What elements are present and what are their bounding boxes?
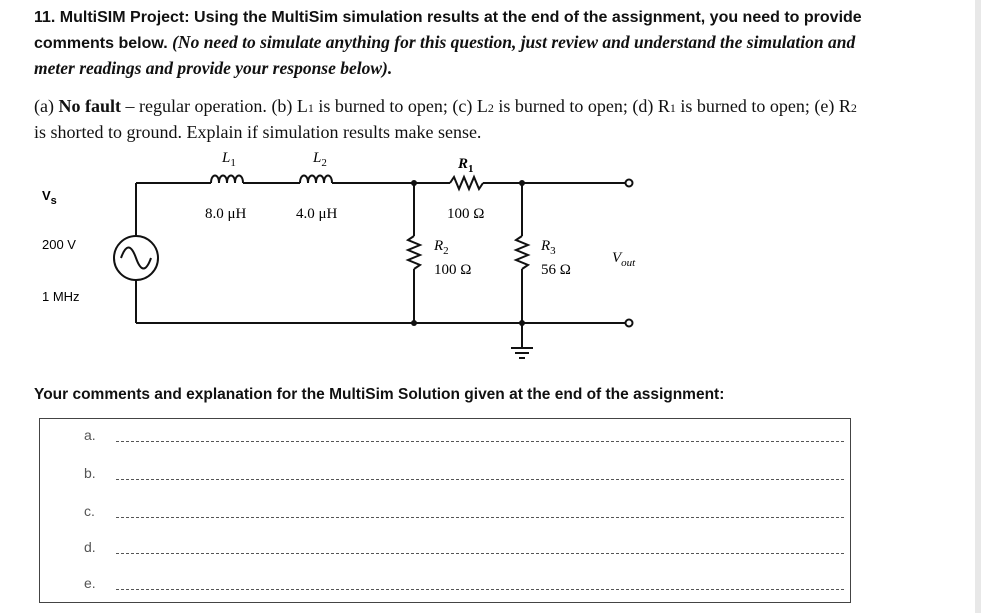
part-e-text: (e) R	[814, 96, 851, 116]
question-instruction: Using the MultiSim simulation results at the end of the assignment, you need to provide comments below.	[34, 9, 862, 52]
R1-label: $R_1$	[458, 156, 474, 175]
inductor-L2	[300, 176, 332, 184]
part-b-sub: 1	[307, 101, 314, 115]
inductor-L1	[211, 176, 243, 184]
answer-line[interactable]	[116, 589, 844, 590]
resistor-R1	[450, 177, 483, 189]
L1-label: $L_1$	[222, 150, 236, 169]
part-e-sub: 2	[850, 101, 857, 115]
source-label: $V_s$	[42, 188, 57, 207]
part-a-label: (a)	[34, 96, 54, 116]
part-d-text: (d) R	[632, 96, 670, 116]
resistor-R3	[516, 236, 528, 269]
vout-label: $V_{out}$	[612, 250, 636, 269]
junction-R2-bottom	[411, 320, 417, 326]
window-scrollbar-edge[interactable]	[975, 0, 981, 613]
resistor-R2	[408, 236, 420, 269]
part-a-text: – regular operation.	[125, 96, 267, 116]
R2-label: $R_2$	[434, 238, 449, 257]
comments-box	[39, 418, 851, 603]
part-c-text: (c) L	[452, 96, 488, 116]
answer-letter: a.	[84, 427, 96, 443]
part-b-text: (b) L	[271, 96, 308, 116]
sine-wave-icon	[121, 248, 151, 269]
question-note: (No need to simulate anything for this question, just review and understand the simulation and meter readings and provide your response below).	[34, 32, 856, 78]
R1-value: 100 Ω	[447, 206, 485, 222]
junction-R2-top	[411, 180, 417, 186]
comments-heading: Your comments and explanation for the MultiSim Solution given at the end of the assignment:	[34, 386, 725, 403]
part-a-bold: No fault	[58, 96, 121, 116]
part-c-rest: is burned to open;	[498, 96, 628, 116]
part-e-rest: is shorted to ground. Explain if simulation results make sense.	[34, 122, 482, 142]
answer-row-b[interactable]	[84, 465, 844, 485]
junction-R3-bottom	[519, 320, 525, 326]
part-c-sub: 2	[487, 101, 494, 115]
R3-value: 56 Ω	[541, 262, 571, 278]
vout-terminal-top	[626, 180, 633, 187]
answer-line[interactable]	[116, 517, 844, 518]
answer-line[interactable]	[116, 553, 844, 554]
part-d-rest: is burned to open;	[680, 96, 810, 116]
part-b-rest: is burned to open;	[318, 96, 448, 116]
answer-row-e[interactable]	[84, 575, 844, 595]
L2-value: 4.0 μH	[296, 206, 338, 222]
part-d-sub: 1	[669, 101, 676, 115]
R2-value: 100 Ω	[434, 262, 472, 278]
answer-row-d[interactable]	[84, 539, 844, 559]
answer-row-c[interactable]	[84, 503, 844, 523]
answer-letter: e.	[84, 575, 96, 591]
vout-terminal-bottom	[626, 320, 633, 327]
question-prompt	[34, 6, 874, 82]
answer-row-a[interactable]	[84, 427, 844, 447]
source-frequency: 1 MHz	[42, 289, 80, 304]
R3-label: $R_3$	[541, 238, 556, 257]
answer-letter: c.	[84, 503, 95, 519]
junction-R3-top	[519, 180, 525, 186]
source-voltage: 200 V	[42, 237, 76, 252]
answer-line[interactable]	[116, 479, 844, 480]
answer-letter: b.	[84, 465, 96, 481]
answer-letter: d.	[84, 539, 96, 555]
question-number-title: 11. MultiSIM Project:	[34, 9, 190, 26]
answer-line[interactable]	[116, 441, 844, 442]
circuit-diagram	[0, 140, 700, 370]
L1-value: 8.0 μH	[205, 206, 247, 222]
fault-cases	[34, 94, 864, 144]
L2-label: $L_2$	[313, 150, 327, 169]
